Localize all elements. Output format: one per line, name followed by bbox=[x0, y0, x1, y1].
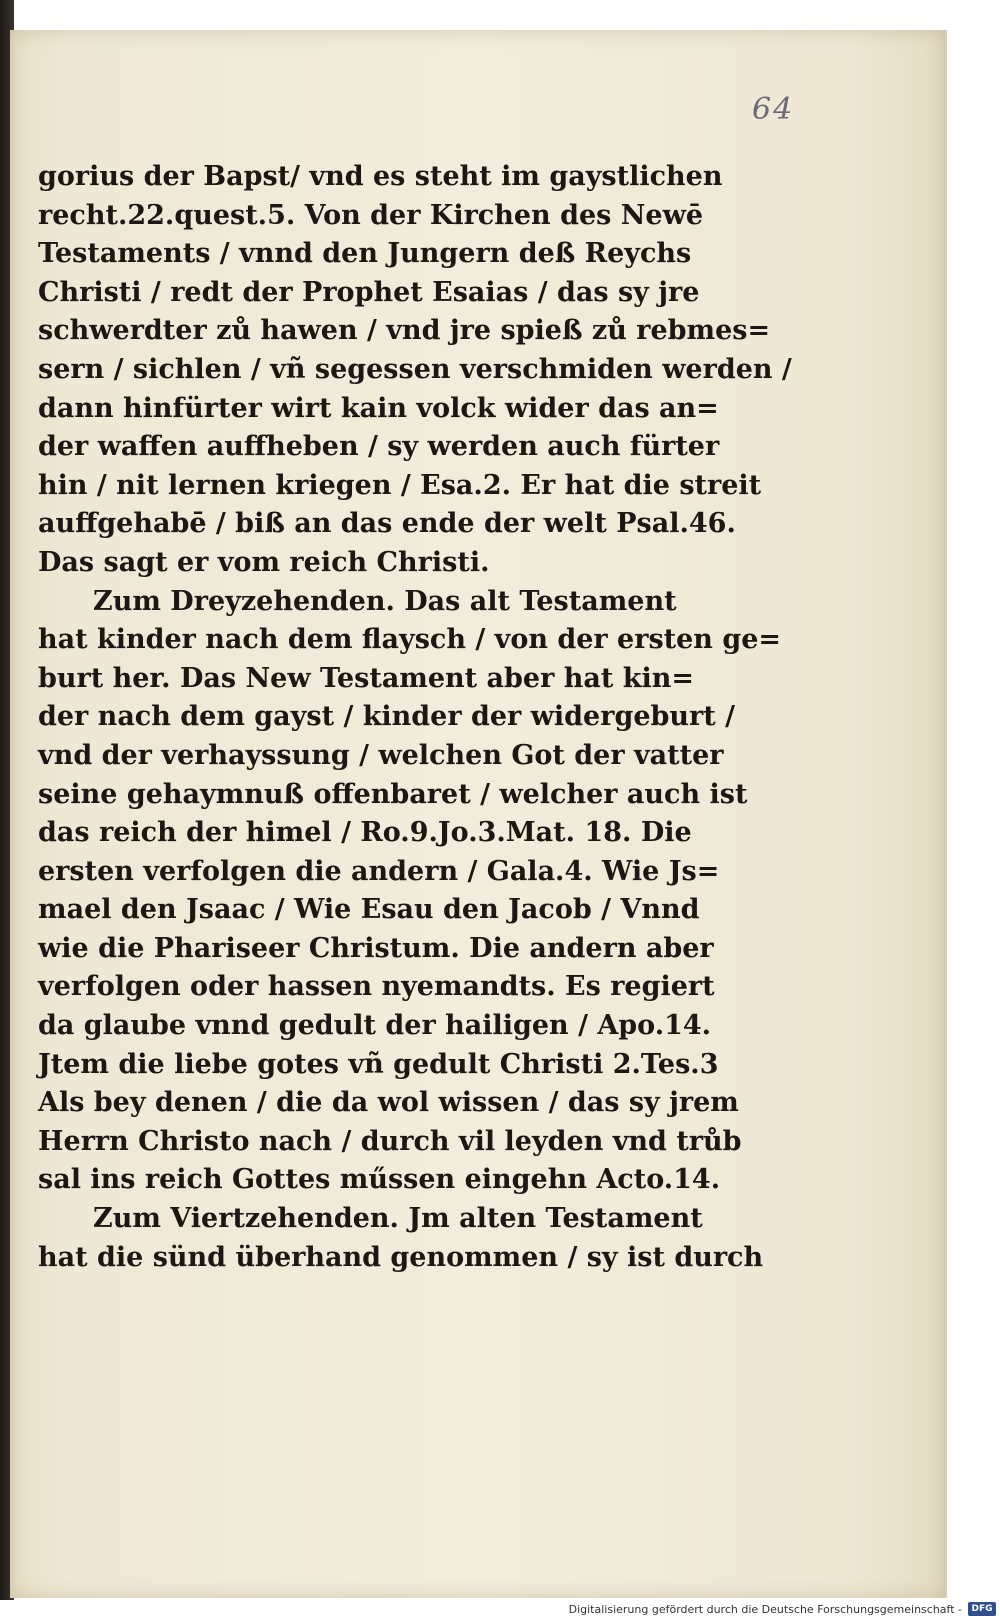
text-line: Herrn Christo nach / durch vil leyden vnd trůb bbox=[38, 1125, 742, 1157]
text-line: ersten verfolgen die andern / Gala.4. Wie Js= bbox=[38, 855, 720, 887]
text-line: Das sagt er vom reich Christi. bbox=[38, 546, 490, 578]
text-line: hat kinder nach dem flaysch / von der ersten ge= bbox=[38, 624, 782, 656]
text-line: sal ins reich Gottes műssen eingehn Acto.14. bbox=[38, 1164, 721, 1196]
text-line: burt her. Das New Testament aber hat kin= bbox=[38, 662, 694, 694]
text-line: Christi / redt der Prophet Esaias / das sy jre bbox=[38, 276, 700, 308]
text-line: der waffen auffheben / sy werden auch fürter bbox=[38, 431, 720, 463]
top-margin bbox=[0, 0, 1000, 30]
text-line: vnd der verhayssung / welchen Got der vatter bbox=[38, 739, 724, 771]
page-text bbox=[38, 158, 792, 1277]
text-line: mael den Jsaac / Wie Esau den Jacob / Vnnd bbox=[38, 894, 700, 926]
funding-notice: Digitalisierung gefördert durch die Deutsche Forschungsgemeinschaft - bbox=[568, 1603, 962, 1616]
text-line: dann hinfürter wirt kain volck wider das an= bbox=[38, 392, 719, 424]
text-line: Jtem die liebe gotes vñ gedult Christi 2.Tes.3 bbox=[38, 1048, 719, 1080]
text-line: wie die Phariseer Christum. Die andern aber bbox=[38, 932, 714, 964]
text-line: hat die sünd überhand genommen / sy ist durch bbox=[38, 1241, 764, 1273]
text-line: gorius der Bapst/ vnd es steht im gaystlichen bbox=[38, 161, 723, 192]
text-line: seine gehaymnuß offenbaret / welcher auch ist bbox=[38, 778, 748, 810]
text-line: schwerdter zů hawen / vnd jre spieß zů rebmes= bbox=[38, 315, 771, 347]
text-line: hin / nit lernen kriegen / Esa.2. Er hat die streit bbox=[38, 469, 762, 501]
text-line: Zum Dreyzehenden. Das alt Testament bbox=[93, 585, 677, 617]
text-line: auffgehabē / biß an das ende der welt Psal.46. bbox=[38, 508, 736, 540]
text-line: Zum Viertzehenden. Jm alten Testament bbox=[93, 1203, 703, 1235]
text-line: recht.22.quest.5. Von der Kirchen des Newē bbox=[38, 199, 704, 231]
text-line: Als bey denen / die da wol wissen / das sy jrem bbox=[38, 1087, 739, 1119]
dfg-logo: DFG bbox=[968, 1602, 996, 1616]
text-line: Testaments / vnnd den Jungern deß Reychs bbox=[38, 238, 692, 270]
text-line: da glaube vnnd gedult der hailigen / Apo.14. bbox=[38, 1010, 712, 1042]
text-line: sern / sichlen / vñ segessen verschmiden werden / bbox=[38, 353, 792, 385]
folio-number: 64 bbox=[752, 92, 795, 127]
text-line: der nach dem gayst / kinder der widergeburt / bbox=[38, 701, 735, 733]
text-line: das reich der himel / Ro.9.Jo.3.Mat. 18. Die bbox=[38, 817, 692, 849]
text-line: verfolgen oder hassen nyemandts. Es regiert bbox=[38, 971, 715, 1003]
